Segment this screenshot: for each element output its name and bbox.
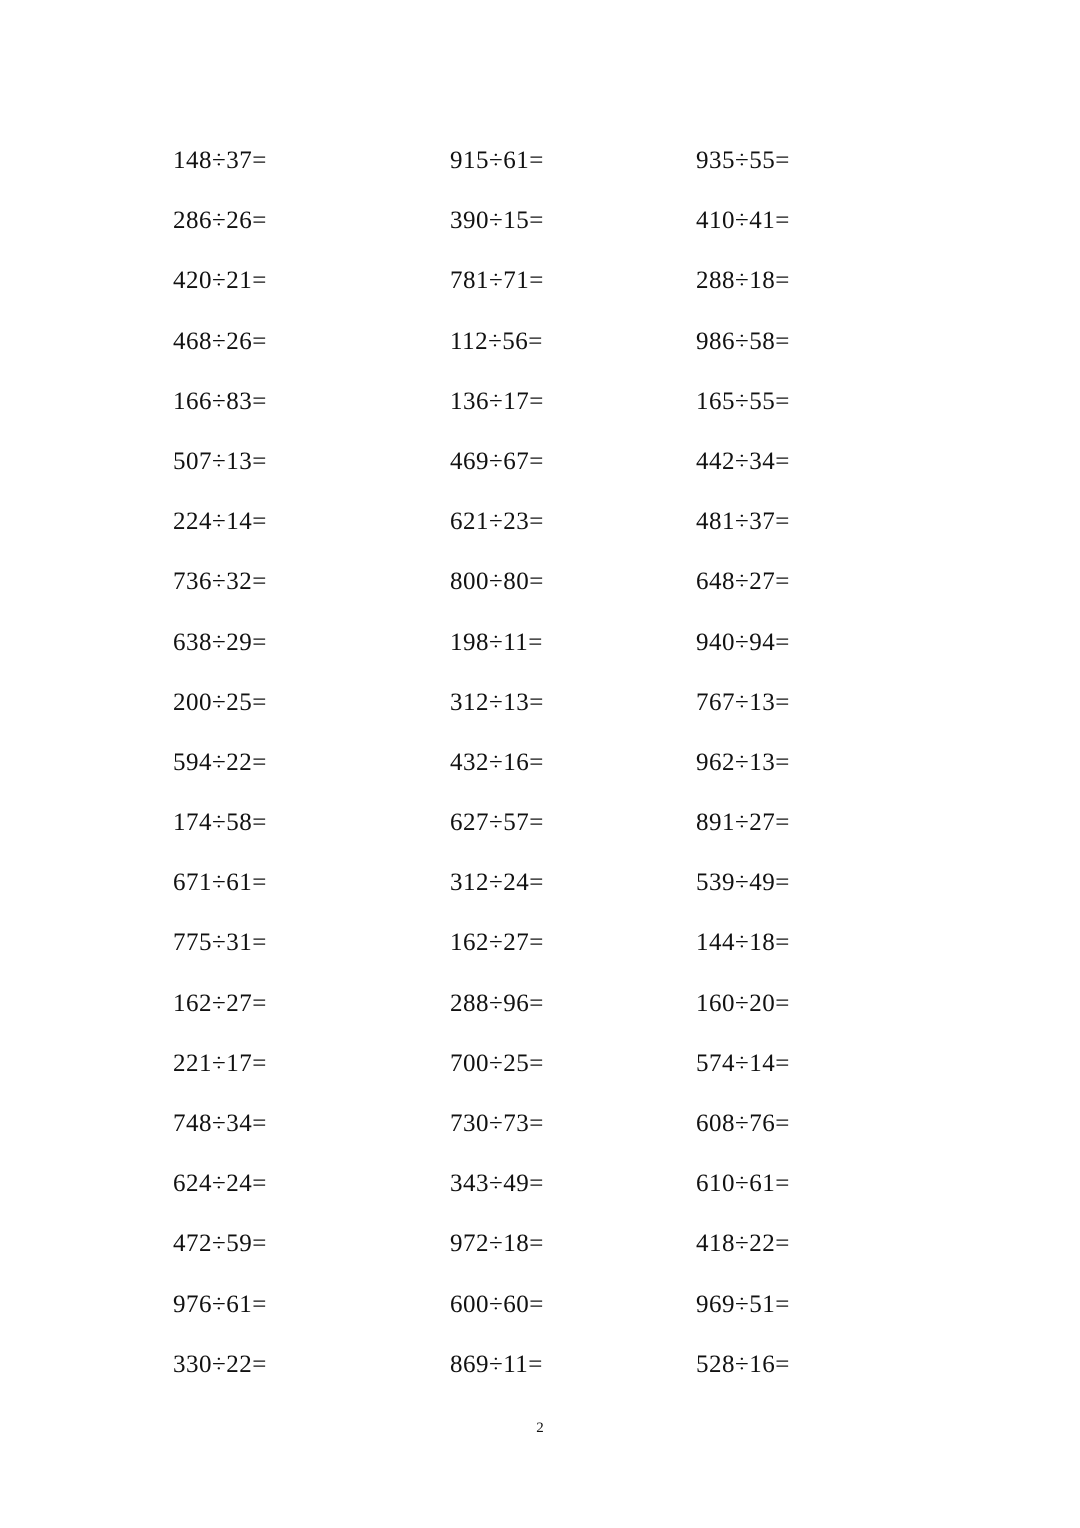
division-problem: 288÷18=: [696, 267, 790, 295]
problem-row: [0, 1275, 1080, 1335]
division-problem: 935÷55=: [696, 147, 790, 174]
division-problem: 748÷34=: [173, 1110, 267, 1137]
division-problem: 390÷15=: [450, 207, 544, 235]
division-problem: 286÷26=: [173, 207, 267, 235]
page-number: 2: [536, 1420, 544, 1436]
division-problem: 976÷61=: [173, 1290, 267, 1318]
division-problem: 162÷27=: [173, 989, 267, 1017]
problem-row: [0, 1094, 1080, 1154]
division-problem: 418÷22=: [696, 1230, 790, 1258]
division-problem: 165÷55=: [696, 387, 790, 415]
division-problem: 198÷11=: [450, 628, 543, 656]
problem-row: [0, 733, 1080, 793]
division-problem: 940÷94=: [696, 628, 790, 656]
division-problem: 891÷27=: [696, 809, 790, 837]
division-problem: 343÷49=: [450, 1170, 544, 1198]
division-problem: 312÷13=: [450, 688, 544, 716]
division-problem: 638÷29=: [173, 628, 267, 656]
division-problem: 221÷17=: [173, 1049, 267, 1077]
division-problem: 468÷26=: [173, 327, 267, 355]
problem-row: [0, 432, 1080, 492]
division-problem: 574÷14=: [696, 1049, 790, 1077]
problem-row: [0, 974, 1080, 1034]
problem-row: [0, 793, 1080, 853]
division-problem: 986÷58=: [696, 327, 790, 355]
problem-row: [0, 251, 1080, 311]
division-problem: 162÷27=: [450, 929, 544, 957]
division-problem: 507÷13=: [173, 447, 267, 475]
division-problem: 312÷24=: [450, 869, 544, 897]
problem-grid: [0, 131, 1080, 1395]
division-problem: 528÷16=: [696, 1350, 790, 1378]
division-problem: 767÷13=: [696, 688, 790, 716]
division-problem: 610÷61=: [696, 1170, 790, 1198]
division-problem: 600÷60=: [450, 1290, 544, 1318]
problem-row: [0, 613, 1080, 673]
problem-row: [0, 1154, 1080, 1214]
division-problem: 539÷49=: [696, 869, 790, 897]
division-problem: 224÷14=: [173, 508, 267, 536]
division-problem: 330÷22=: [173, 1350, 267, 1378]
problem-row: [0, 191, 1080, 251]
division-problem: 800÷80=: [450, 568, 544, 596]
problem-row: [0, 913, 1080, 973]
division-problem: 972÷18=: [450, 1230, 544, 1258]
division-problem: 648÷27=: [696, 568, 790, 596]
division-problem: 112÷56=: [450, 327, 543, 355]
division-problem: 160÷20=: [696, 989, 790, 1017]
problem-row: [0, 1214, 1080, 1274]
division-problem: 420÷21=: [173, 267, 267, 295]
division-problem: 594÷22=: [173, 748, 267, 776]
division-problem: 144÷18=: [696, 929, 790, 957]
division-problem: 962÷13=: [696, 748, 790, 776]
problem-row: [0, 673, 1080, 733]
division-problem: 442÷34=: [696, 447, 790, 475]
division-problem: 136÷17=: [450, 387, 544, 415]
division-problem: 969÷51=: [696, 1290, 790, 1318]
division-problem: 781÷71=: [450, 267, 544, 295]
division-problem: 166÷83=: [173, 387, 267, 415]
division-problem: 200÷25=: [173, 688, 267, 716]
division-problem: 472÷59=: [173, 1230, 267, 1258]
division-problem: 481÷37=: [696, 508, 790, 536]
problem-row: [0, 552, 1080, 612]
problem-row: [0, 1034, 1080, 1094]
problem-row: [0, 312, 1080, 372]
division-problem: 410÷41=: [696, 207, 790, 235]
problem-row: [0, 853, 1080, 913]
division-problem: 148÷37=: [173, 147, 267, 174]
problem-row: [0, 492, 1080, 552]
division-problem: 627÷57=: [450, 809, 544, 837]
division-problem: 869÷11=: [450, 1350, 543, 1378]
problem-row: [0, 131, 1080, 191]
division-problem: 700÷25=: [450, 1049, 544, 1077]
division-problem: 432÷16=: [450, 748, 544, 776]
division-problem: 775÷31=: [173, 929, 267, 957]
division-problem: 915÷61=: [450, 147, 544, 174]
division-problem: 288÷96=: [450, 989, 544, 1017]
division-problem: 624÷24=: [173, 1170, 267, 1198]
problem-row: [0, 372, 1080, 432]
division-problem: 174÷58=: [173, 809, 267, 837]
division-problem: 608÷76=: [696, 1110, 790, 1137]
division-problem: 469÷67=: [450, 447, 544, 475]
division-problem: 730÷73=: [450, 1110, 544, 1137]
division-problem: 621÷23=: [450, 508, 544, 536]
division-problem: 671÷61=: [173, 869, 267, 897]
problem-row: [0, 1335, 1080, 1395]
division-problem: 736÷32=: [173, 568, 267, 596]
